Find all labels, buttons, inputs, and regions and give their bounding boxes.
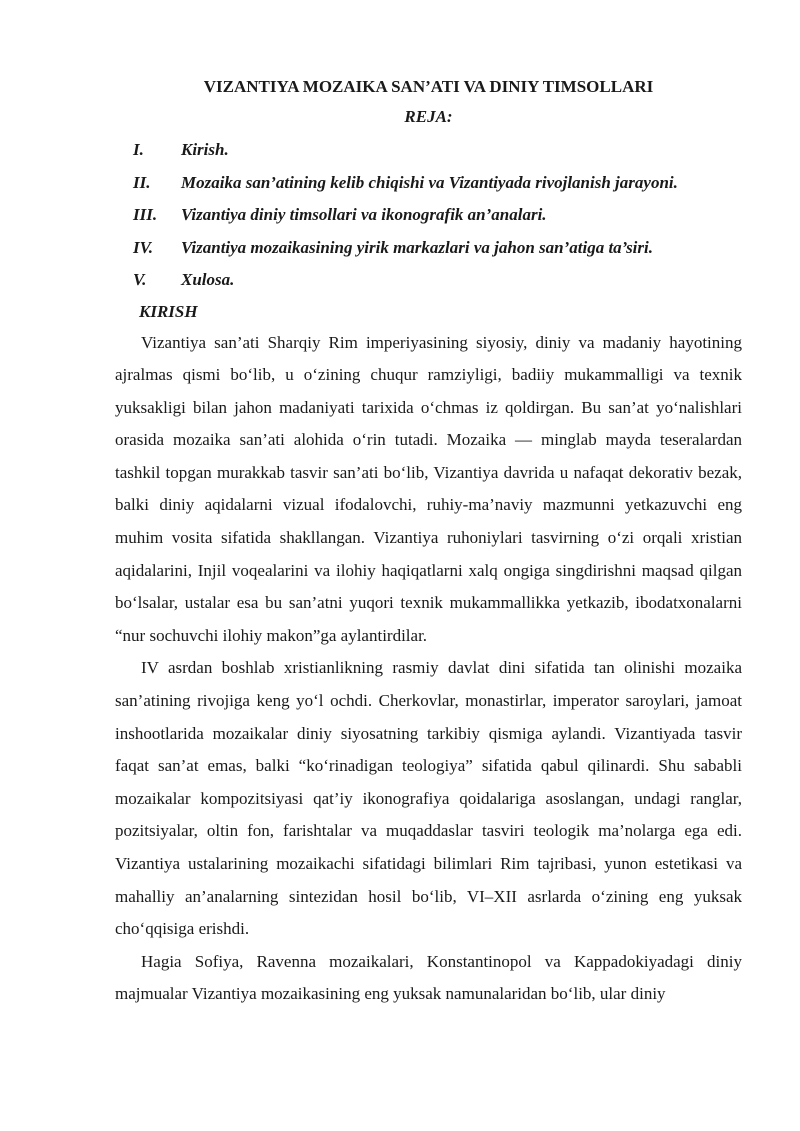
plan-item-number: III. <box>133 205 158 224</box>
body-paragraph: Hagia Sofiya, Ravenna mozaikalari, Konstantinopol va Kappadokiyadagi diniy majmualar Vizantiya mozaikasining eng yuksak namunalaridan bo‘lib, ular diniy <box>115 951 742 1004</box>
document-title: VIZANTIYA MOZAIKA SAN’ATI VA DINIY TIMSOLLARI <box>203 77 654 96</box>
plan-item-text: Kirish. <box>181 140 229 159</box>
body-paragraph: IV asrdan boshlab xristianlikning rasmiy davlat dini sifatida tan olinishi mozaika san’atining rivojiga keng yo‘l ochdi. Cherkovlar, monastirlar, imperator saroylari, jamoat inshootlarida mozaikalar diniy siyosatning tarkibiy qismiga aylandi. Vizantiyada tasvir faqat san’at emas, balki “ko‘rinadigan teologiya” sifatida qabul qilinardi. Shu sababli mozaikalar kompozitsiyasi qat’iy ikonografiya qoidalariga asoslangan, undagi ranglar, pozitsiyalar, oltin fon, farishtalar va muqaddaslar tasviri teologik ma’nolarga ega edi. Vizantiya ustalarining mozaikachi sifatidagi bilimlari Rim tajribasi, yunon estetikasi va mahalliy an’analarning sintezidan hosil bo‘lib, VI–XII asrlarda o‘zining eng yuksak cho‘qqisiga erishdi. <box>115 658 742 939</box>
plan-item-number: V. <box>133 270 147 289</box>
plan-item <box>115 199 742 232</box>
plan-item <box>115 167 742 200</box>
plan-item-text: Xulosa. <box>181 270 235 289</box>
body-paragraph: Vizantiya san’ati Sharqiy Rim imperiyasining siyosiy, diniy va madaniy hayotining ajralmas qismi bo‘lib, u o‘zining chuqur ramziyligi, badiiy mukammalligi va texnik yuksakligi bilan jahon madaniyati tarixida o‘chmas iz qoldirgan. Bu san’at yo‘nalishlari orasida mozaika san’ati alohida o‘rin tutadi. Mozaika — minglab mayda teseralardan tashkil topgan murakkab tasvir san’ati bo‘lib, Vizantiya davrida u nafaqat dekorativ bezak, balki diniy aqidalarni vizual ifodalovchi, ruhiy-ma’naviy mazmunni yetkazuvchi eng muhim vosita sifatida shakllangan. Vizantiya ruhoniylari tasvirning o‘zi orqali xristian aqidalarini, Injil voqealarini va ilohiy haqiqatlarni xalq ongiga singdirishni maqsad qilgan bo‘lsalar, ustalar esa bu san’atni yuqori texnik mukammallikka yetkazib, ibodatxonalarni “nur sochuvchi ilohiy makon”ga aylantirdilar. <box>115 332 742 645</box>
section-heading-kirish: KIRISH <box>139 301 198 321</box>
plan-item-number: II. <box>133 172 151 192</box>
plan-item-number: IV. <box>133 237 154 257</box>
plan-item <box>115 264 742 297</box>
plan-item-text: Mozaika san’atining kelib chiqishi va Vizantiyada rivojlanish jarayoni. <box>181 172 678 192</box>
plan-item-text: Vizantiya diniy timsollari va ikonografik an’analari. <box>181 205 547 224</box>
plan-item-text: Vizantiya mozaikasining yirik markazlari va jahon san’atiga ta’siri. <box>181 237 653 257</box>
plan-item <box>115 134 742 167</box>
plan-heading: REJA: <box>404 107 453 126</box>
plan-list <box>115 134 742 297</box>
plan-item <box>115 232 742 265</box>
plan-item-number: I. <box>133 140 144 159</box>
document-page <box>115 74 742 1011</box>
